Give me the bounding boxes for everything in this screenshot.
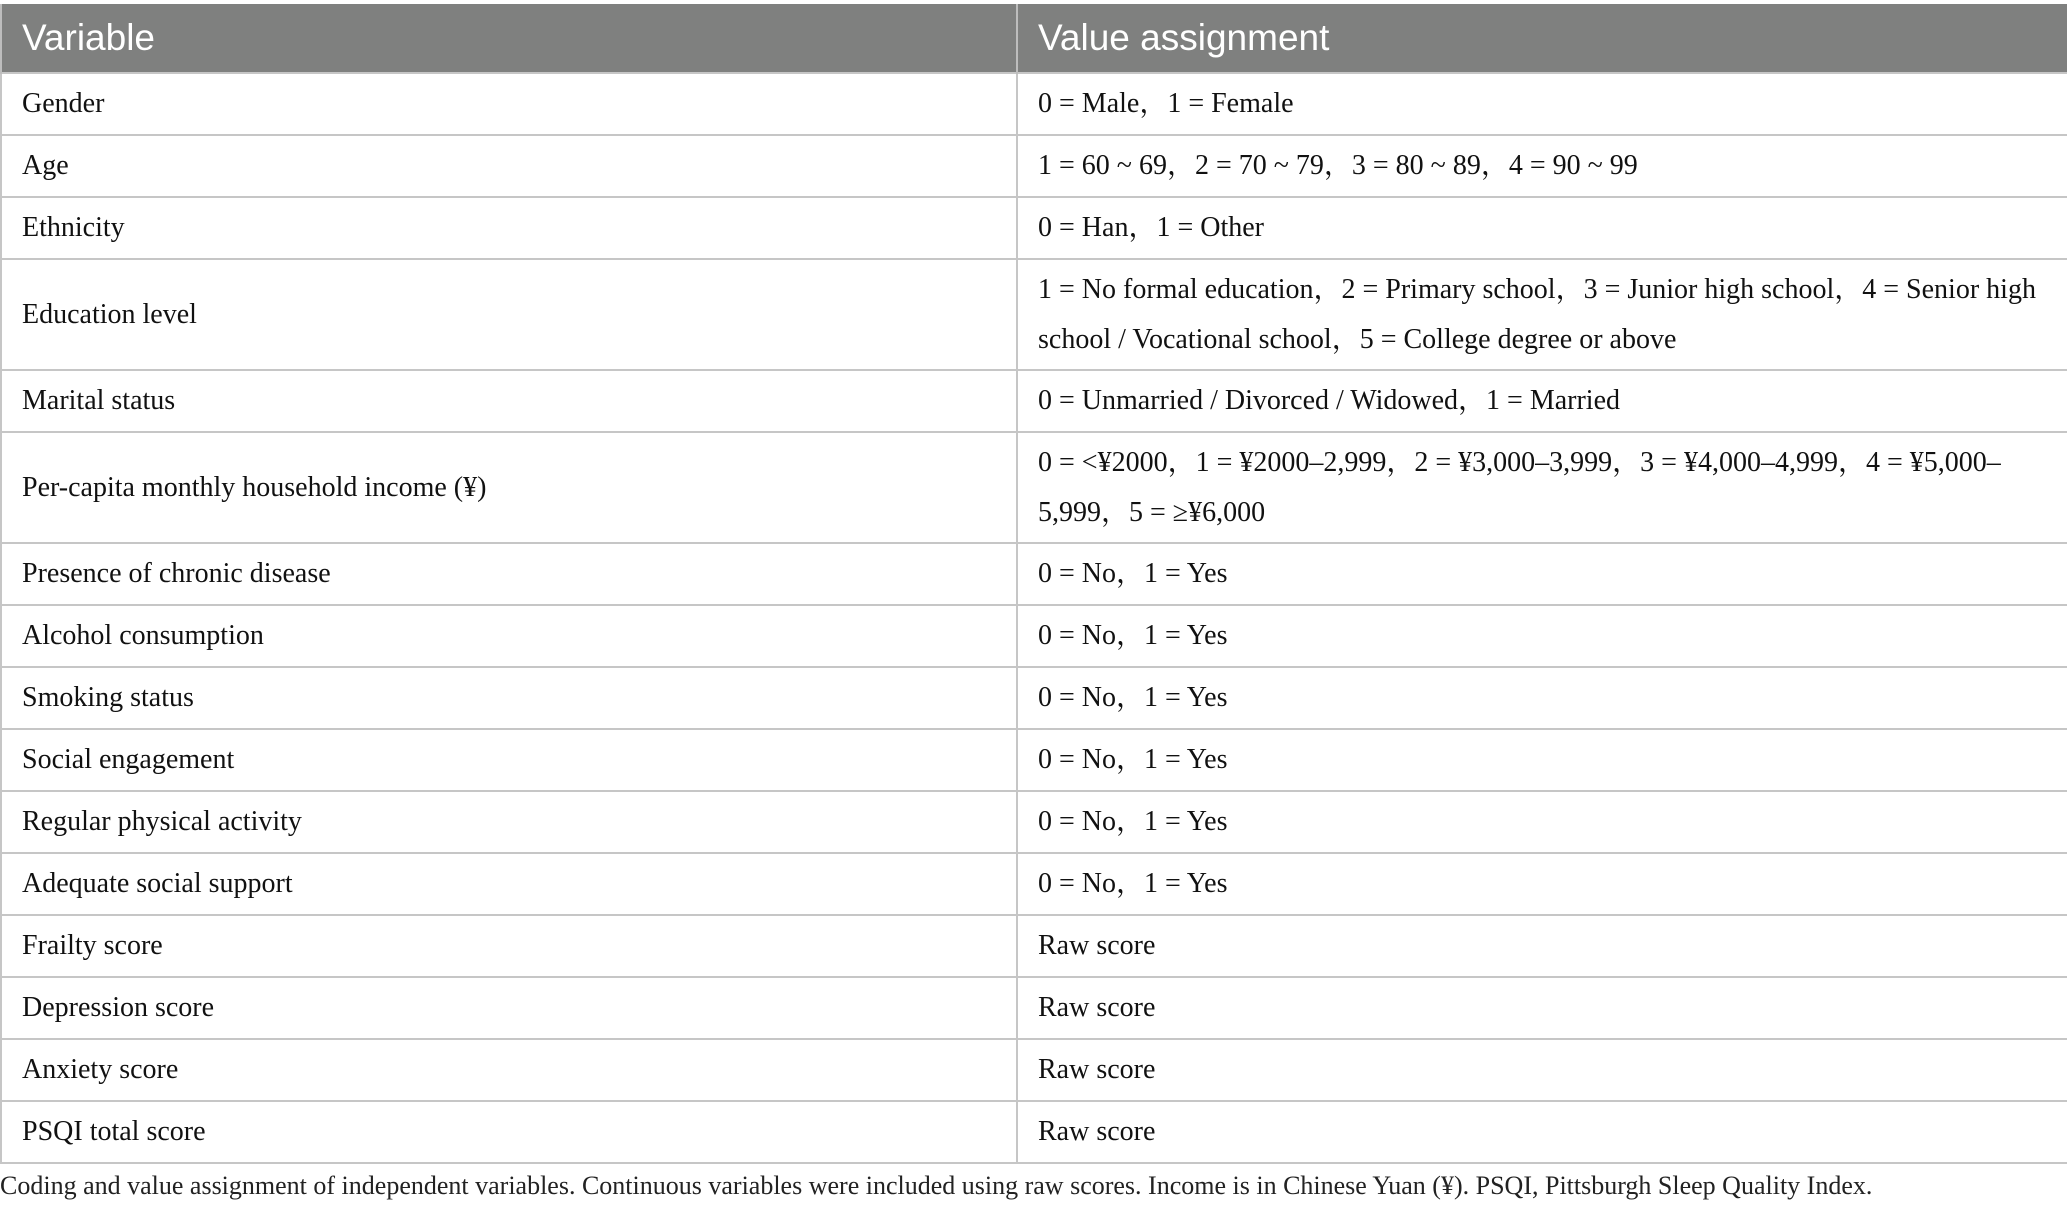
header-variable: Variable bbox=[1, 4, 1017, 73]
value-cell: 1 = 60 ~ 69，2 = 70 ~ 79，3 = 80 ~ 89，4 = 90 ~ 99 bbox=[1017, 135, 2067, 197]
header-row bbox=[1, 4, 2067, 73]
variable-cell: Frailty score bbox=[1, 915, 1017, 977]
table-row bbox=[1, 135, 2067, 197]
table-row bbox=[1, 853, 2067, 915]
table-row bbox=[1, 915, 2067, 977]
value-cell: Raw score bbox=[1017, 977, 2067, 1039]
table-row bbox=[1, 729, 2067, 791]
table-row bbox=[1, 543, 2067, 605]
value-cell: 0 = No，1 = Yes bbox=[1017, 853, 2067, 915]
table-row bbox=[1, 791, 2067, 853]
table-row bbox=[1, 605, 2067, 667]
variable-cell: Alcohol consumption bbox=[1, 605, 1017, 667]
value-cell: 0 = No，1 = Yes bbox=[1017, 605, 2067, 667]
value-cell: Raw score bbox=[1017, 915, 2067, 977]
value-cell: Raw score bbox=[1017, 1101, 2067, 1163]
value-cell: 0 = Unmarried / Divorced / Widowed，1 = Married bbox=[1017, 370, 2067, 432]
table-footnote: Coding and value assignment of independent variables. Continuous variables were included using raw scores. Income is in Chinese Yuan (¥). PSQI, Pittsburgh Sleep Quality Index. bbox=[0, 1171, 1873, 1200]
table-row bbox=[1, 197, 2067, 259]
variable-cell: Marital status bbox=[1, 370, 1017, 432]
header-value-assignment: Value assignment bbox=[1017, 4, 2067, 73]
table-row bbox=[1, 73, 2067, 135]
value-cell: 0 = No，1 = Yes bbox=[1017, 729, 2067, 791]
variable-cell: Education level bbox=[1, 259, 1017, 370]
value-cell: 0 = No，1 = Yes bbox=[1017, 667, 2067, 729]
value-cell: 0 = No，1 = Yes bbox=[1017, 791, 2067, 853]
table-row bbox=[1, 1039, 2067, 1101]
variable-cell: Anxiety score bbox=[1, 1039, 1017, 1101]
value-cell: 1 = No formal education，2 = Primary school，3 = Junior high school，4 = Senior high school / Vocational school，5 = College degree or above bbox=[1017, 259, 2067, 370]
table-row bbox=[1, 259, 2067, 370]
value-cell: Raw score bbox=[1017, 1039, 2067, 1101]
variable-cell: Gender bbox=[1, 73, 1017, 135]
table-row bbox=[1, 977, 2067, 1039]
table-row bbox=[1, 432, 2067, 543]
value-cell: 0 = Male，1 = Female bbox=[1017, 73, 2067, 135]
variable-cell: Ethnicity bbox=[1, 197, 1017, 259]
variable-cell: Smoking status bbox=[1, 667, 1017, 729]
variable-cell: Adequate social support bbox=[1, 853, 1017, 915]
value-cell: 0 = No，1 = Yes bbox=[1017, 543, 2067, 605]
variable-cell: Age bbox=[1, 135, 1017, 197]
value-assignment-table bbox=[0, 4, 2067, 1164]
value-cell: 0 = <¥2000，1 = ¥2000–2,999，2 = ¥3,000–3,999，3 = ¥4,000–4,999，4 = ¥5,000–5,999，5 = ≥¥6,000 bbox=[1017, 432, 2067, 543]
variable-cell: Presence of chronic disease bbox=[1, 543, 1017, 605]
variable-cell: Social engagement bbox=[1, 729, 1017, 791]
table-container bbox=[0, 4, 2067, 1164]
variable-cell: Depression score bbox=[1, 977, 1017, 1039]
variable-cell: Regular physical activity bbox=[1, 791, 1017, 853]
table-row bbox=[1, 370, 2067, 432]
value-cell: 0 = Han，1 = Other bbox=[1017, 197, 2067, 259]
table-row bbox=[1, 667, 2067, 729]
variable-cell: Per-capita monthly household income (¥) bbox=[1, 432, 1017, 543]
table-row bbox=[1, 1101, 2067, 1163]
variable-cell: PSQI total score bbox=[1, 1101, 1017, 1163]
